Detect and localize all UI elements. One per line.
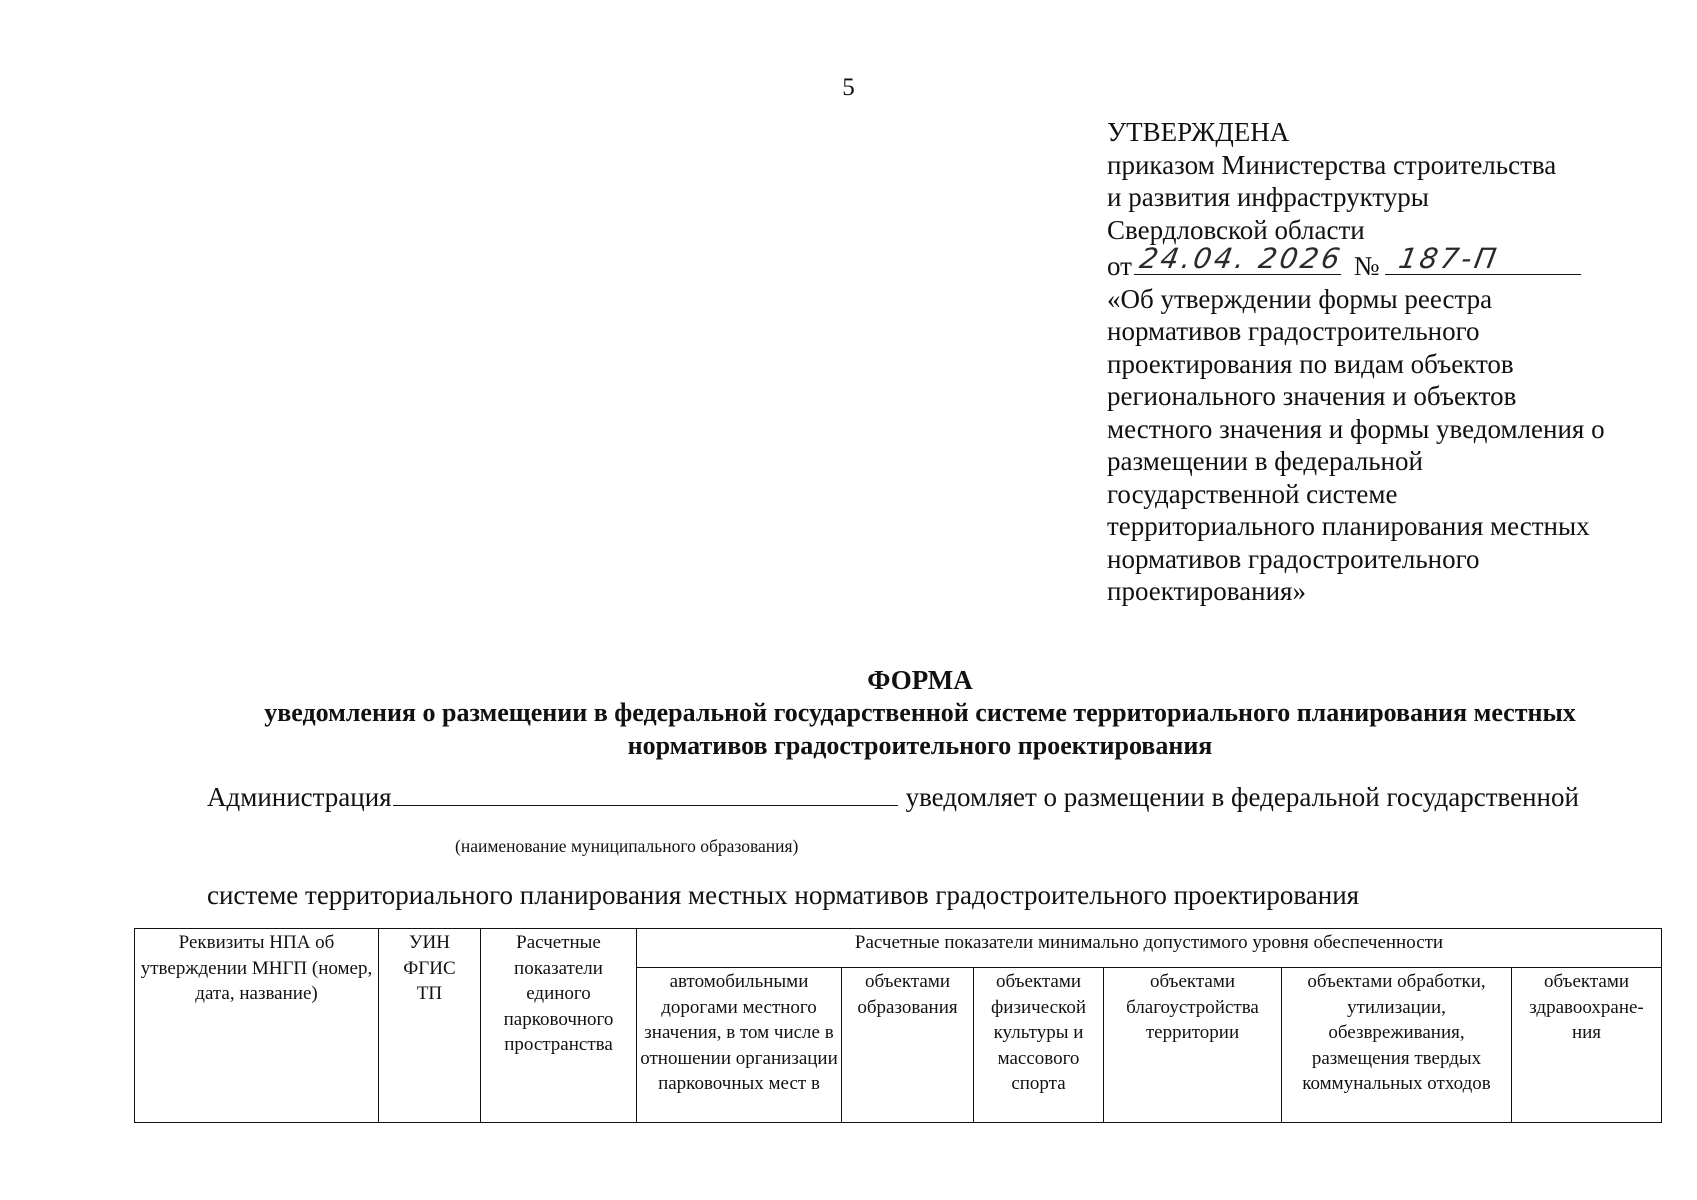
approval-stamp <box>1107 116 1667 608</box>
administration-line <box>207 779 1579 813</box>
approval-quote-5: местного значения и формы уведомления о <box>1107 413 1605 444</box>
handwritten-number: 187-П <box>1396 241 1503 275</box>
approval-line-2: и развития инфраструктуры <box>1107 182 1429 212</box>
header-sport: объектами физической культуры и массового спорта <box>974 968 1104 1123</box>
approval-quote-9: нормативов градостроительного <box>1107 543 1480 574</box>
approval-quote-8: территориального планирования местных <box>1107 511 1590 541</box>
header-uin: УИН ФГИС ТП <box>379 929 481 1123</box>
form-heading: ФОРМА <box>867 665 973 695</box>
date-prefix: от <box>1107 251 1132 281</box>
header-requisites: Реквизиты НПА об утверждении МНГП (номер, дата, название) <box>135 929 379 1123</box>
approval-quote-6: размещении в федеральной <box>1107 446 1423 476</box>
header-parking: Расчетные показатели единого парковочного пространства <box>481 929 637 1123</box>
number-field <box>1385 241 1581 275</box>
system-line: системе территориального планирования местных нормативов градостроительного проектирования <box>207 880 1360 910</box>
approval-quote-10: проектирования» <box>1107 576 1306 606</box>
header-landscaping: объектами благоустройства территории <box>1104 968 1282 1123</box>
approval-heading: УТВЕРЖДЕНА <box>1107 117 1290 147</box>
header-roads-text: автомобильными дорогами местного значения, в том числе в отношении организации парковочных мест в <box>640 971 838 1094</box>
form-title <box>160 664 1680 762</box>
form-subtitle-line-1: уведомления о размещении в федеральной государственной системе территориального планирования местных <box>264 698 1576 727</box>
municipality-field-caption: (наименование муниципального образования) <box>455 836 799 856</box>
header-roads <box>637 968 842 1123</box>
approval-line-1: приказом Министерства строительства <box>1107 149 1557 180</box>
approval-quote-3: проектирования по видам объектов <box>1107 348 1514 379</box>
notice-table <box>134 928 1662 1123</box>
administration-notifies-text: уведомляет о размещении в федеральной государственной <box>905 782 1579 812</box>
header-education: объектами образования <box>842 968 974 1123</box>
date-field <box>1134 241 1346 275</box>
header-group-indicators: Расчетные показатели минимально допустимого уровня обеспеченности <box>637 929 1662 968</box>
header-waste: объектами обработки, утилизации, обезвреживания, размещения твердых коммунальных отходов <box>1282 968 1512 1123</box>
approval-line-3: Свердловской области <box>1107 214 1365 245</box>
handwritten-date: 24.04. 2026 <box>1137 241 1346 275</box>
form-subtitle-line-2: нормативов градостроительного проектирования <box>627 731 1213 760</box>
number-sign: № <box>1353 251 1380 281</box>
approval-date-number-line <box>1107 241 1667 283</box>
approval-quote-4: регионального значения и объектов <box>1107 381 1517 411</box>
header-health: объектами здравоохране-ния <box>1512 968 1662 1123</box>
approval-quote-2: нормативов градостроительного <box>1107 316 1480 346</box>
approval-quote-1: «Об утверждении формы реестра <box>1107 283 1493 314</box>
approval-quote-7: государственной системе <box>1107 478 1398 509</box>
page-number: 5 <box>842 74 855 101</box>
administration-label: Администрация <box>207 782 392 812</box>
municipality-name-field <box>393 779 898 806</box>
